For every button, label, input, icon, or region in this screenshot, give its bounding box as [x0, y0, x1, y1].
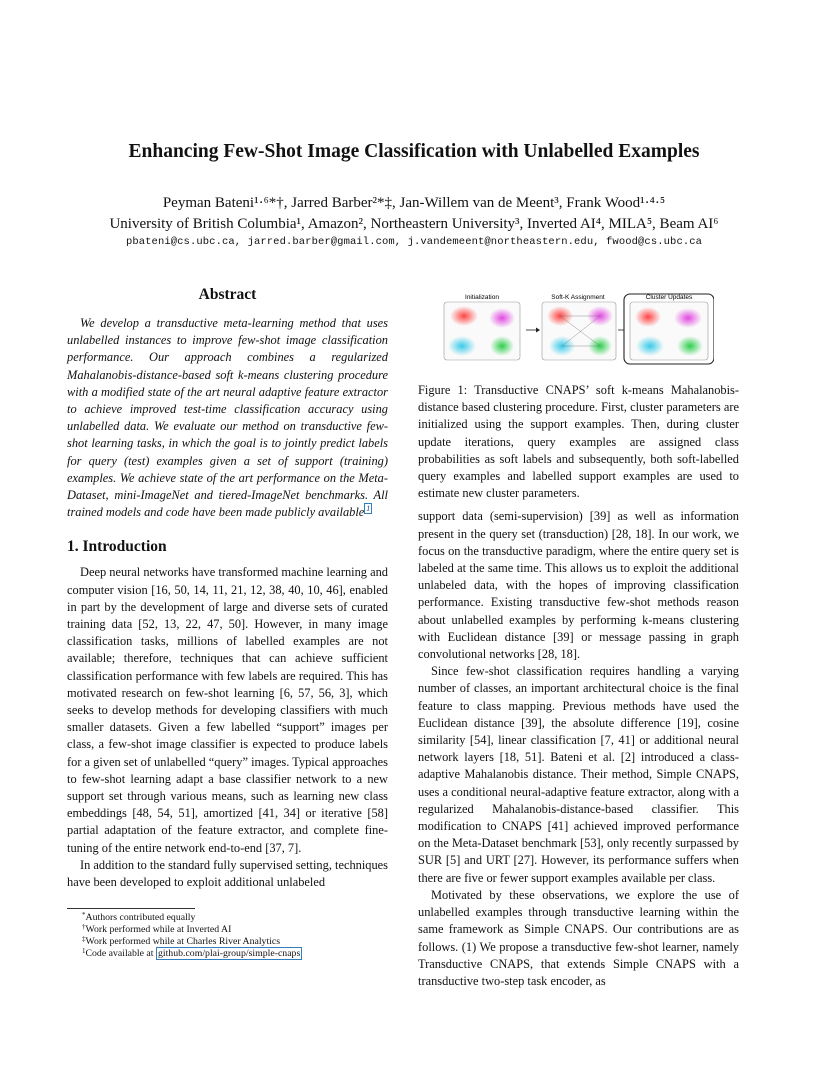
- author-block: [0, 193, 828, 235]
- clustering-diagram: [422, 290, 714, 370]
- left-column: [67, 286, 388, 891]
- panel-soft-k-label: Soft-K Assignment: [551, 294, 605, 301]
- author-emails: pbateni@cs.ubc.ca, jarred.barber@gmail.com, j.vandemeent@northeastern.edu, fwood@cs.ubc.ca: [125, 236, 703, 248]
- intro-paragraph-1: Deep neural networks have transformed machine learning and computer vision [16, 50, 14, 11, 21, 12, 38, 40, 10, 46], enabled in part by the development of large and diverse sets of curated training data [52, 13, 22, 47, 50]. However, in many image classification tasks, millions of labelled examples are not available; therefore, techniques that can achieve sufficient classification performance with few labels are required. This has motivated research on few-shot learning [6, 57, 56, 3], which seeks to develop methods for developing classifiers with much smaller datasets. Given a few labelled “support” images per class, a few-shot image classifier is expected to produce labels for a given set of unlabelled “query” images. Typical approaches to few-shot learning adapt a base classifier network to a new support set through various means, such as learning new class embeddings [48, 54, 51], amortized [41, 34] or iterative [58] partial adaptation of the feature extractor, and complete fine-tuning of the entire network end-to-end [37, 7].: [67, 565, 388, 855]
- abstract-body: We develop a transductive meta-learning method that uses unlabelled instances to improve few-shot image classification performance. Our approach combines a regularized Mahalanobis-distance-based soft k-means clustering procedure with a modified state of the art neural adaptive feature extractor to achieve improved test-time classification accuracy using unlabelled data. We evaluate our method on transductive few-shot learning tasks, in which the goal is to jointly predict labels for query (test) examples given a set of support (training) examples. We achieve state of the art performance on the Meta-Dataset, mini-ImageNet and tiered-ImageNet benchmarks. All trained models and code have been made publicly available: [67, 316, 388, 520]
- panel-cluster-updates-label: Cluster Updates: [645, 294, 693, 301]
- paper-title: Enhancing Few-Shot Image Classification with Unlabelled Examples: [128, 141, 700, 162]
- right-paragraph-1: support data (semi-supervision) [39] as well as information present in the query set (transduction) [28, 18]. In our work, we focus on the transductive paradigm, where the entire query set is labeled at the same time. This allows us to exploit the additional unlabeled data, with the hopes of improving classification performance. Existing transductive few-shot methods reason about unlabelled examples by performing k-means clustering with Euclidean distance [39] or message passing in graph convolutional networks [28, 18].: [418, 509, 739, 662]
- intro-paragraph-2: In addition to the standard fully supervised setting, techniques have been developed to exploit additional unlabeled: [67, 857, 388, 890]
- footnote-charles-river: ‡Work performed while at Charles River Analytics: [82, 935, 281, 947]
- footnote-inverted-ai: †Work performed while at Inverted AI: [82, 923, 232, 935]
- footnote-divider: [67, 908, 195, 909]
- panel-initialization-label: Initialization: [465, 294, 499, 301]
- code-link[interactable]: github.com/plai-group/simple-cnaps: [157, 948, 301, 959]
- abstract-text: [67, 315, 388, 521]
- footnote-equal-contribution: *Authors contributed equally: [82, 911, 196, 923]
- right-paragraph-3: Motivated by these observations, we explore the use of unlabelled examples through transductive learning within the same framework as Simple CNAPS. Our contributions are as follows. (1) We propose a transductive few-shot learner, namely Transductive CNAPS, that extends Simple CNAPS with a transductive two-step task encoder, as: [418, 887, 739, 988]
- abstract-heading: Abstract: [198, 286, 257, 303]
- author-names: Peyman Bateni¹·⁶*†, Jarred Barber²*‡, Jan-Willem van de Meent³, Frank Wood¹·⁴·⁵: [162, 195, 666, 211]
- right-paragraph-2: Since few-shot classification requires handling a varying number of classes, an important architectural choice is the final feature to class mapping. Previous methods have used the Euclidean distance [39], the absolute difference [19], cosine similarity [54], linear classification [7, 41] or additional neural network layers [18, 51]. Bateni et al. [2] introduced a class-adaptive Mahalanobis distance. Their method, Simple CNAPS, uses a conditional neural-adaptive feature extractor, along with a regularized Mahalanobis-distance-based classifier. This modification to CNAPS [41] achieved improved performance on the Meta-Dataset benchmark [53], only recently surpassed by SUR [5] and URT [27]. However, its performance suffers when there are five or fewer support examples available per class.: [418, 664, 739, 885]
- figure-1: [422, 290, 714, 370]
- footnotes: [67, 908, 397, 960]
- author-affiliations: University of British Columbia¹, Amazon², Northeastern University³, Inverted AI⁴, MILA⁵, Beam AI⁶: [109, 216, 719, 232]
- figure-caption: Figure 1: Transductive CNAPS’ soft k-means Mahalanobis-distance based clustering procedure. First, cluster parameters are initialized using the support examples. Then, during cluster update iterations, query examples are assigned class probabilities as soft labels and subsequently, both soft-labelled query examples and labelled support examples are used to estimate new cluster parameters.: [418, 383, 739, 501]
- right-column: [418, 290, 739, 990]
- footnote-code: $^1$Code available at github.com/plai-group/simple-cnaps: [82, 947, 301, 959]
- intro-heading: 1. Introduction: [67, 538, 167, 556]
- footnote-link[interactable]: 1: [366, 504, 371, 514]
